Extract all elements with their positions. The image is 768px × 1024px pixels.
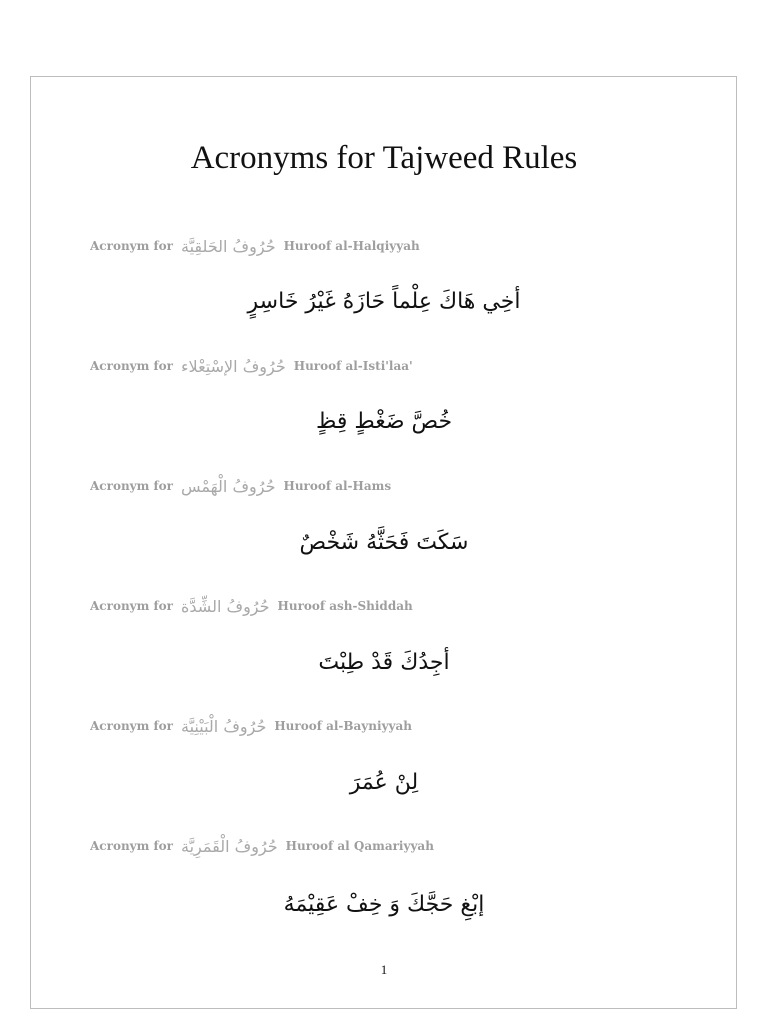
label-prefix: Acronym for xyxy=(90,239,174,253)
document-title: Acronyms for Tajweed Rules xyxy=(190,140,578,176)
label-name: Huroof al-Halqiyyah xyxy=(283,239,420,253)
label-arabic: حُرُوفُ الحَلقِيَّة xyxy=(181,236,276,256)
section-label-qamariyyah xyxy=(90,835,434,857)
label-prefix: Acronym for xyxy=(90,839,174,853)
label-arabic: حُرُوفُ الشِّدَّة xyxy=(181,596,270,616)
label-name: Huroof al-Isti'laa' xyxy=(293,359,413,373)
label-arabic: حُرُوفُ الْقَمَرِيَّة xyxy=(181,836,278,856)
label-arabic: حُرُوفُ الْبَيْنِيَّة xyxy=(181,716,267,736)
acronym-qamariyyah: إبْغِ حَجَّكَ وَ خِفْ عَقِيْمَهُ xyxy=(283,892,485,917)
label-prefix: Acronym for xyxy=(90,719,174,733)
acronym-hams: سَكَتَ فَحَثَّهُ شَخْصٌ xyxy=(299,530,469,555)
acronym-bayniyyah: لِنْ عُمَرَ xyxy=(349,770,419,795)
acronym-istilaa: خُصَّ ضَغْطٍ قِظٍ xyxy=(315,409,453,434)
label-arabic: حُرُوفُ الإسْتِعْلاء xyxy=(181,356,286,376)
page-number: 1 xyxy=(380,962,388,977)
section-label-istilaa xyxy=(90,355,413,377)
section-label-hams xyxy=(90,475,391,497)
label-prefix: Acronym for xyxy=(90,479,174,493)
label-name: Huroof al-Bayniyyah xyxy=(274,719,413,733)
label-name: Huroof ash-Shiddah xyxy=(277,599,413,613)
label-arabic: حُرُوفُ الْهَمْس xyxy=(181,476,276,496)
section-label-halqiyyah xyxy=(90,235,420,257)
section-label-shiddah xyxy=(90,595,413,617)
section-label-bayniyyah xyxy=(90,715,412,737)
acronym-halqiyyah: أخِي هَاكَ عِلْماً حَازَهُ غَيْرُ خَاسِرٍ xyxy=(247,289,521,314)
label-prefix: Acronym for xyxy=(90,599,174,613)
label-prefix: Acronym for xyxy=(90,359,174,373)
acronym-shiddah: أجِدُكَ قَدْ طِبْتَ xyxy=(318,650,450,675)
label-name: Huroof al Qamariyyah xyxy=(285,839,434,853)
label-name: Huroof al-Hams xyxy=(283,479,392,493)
